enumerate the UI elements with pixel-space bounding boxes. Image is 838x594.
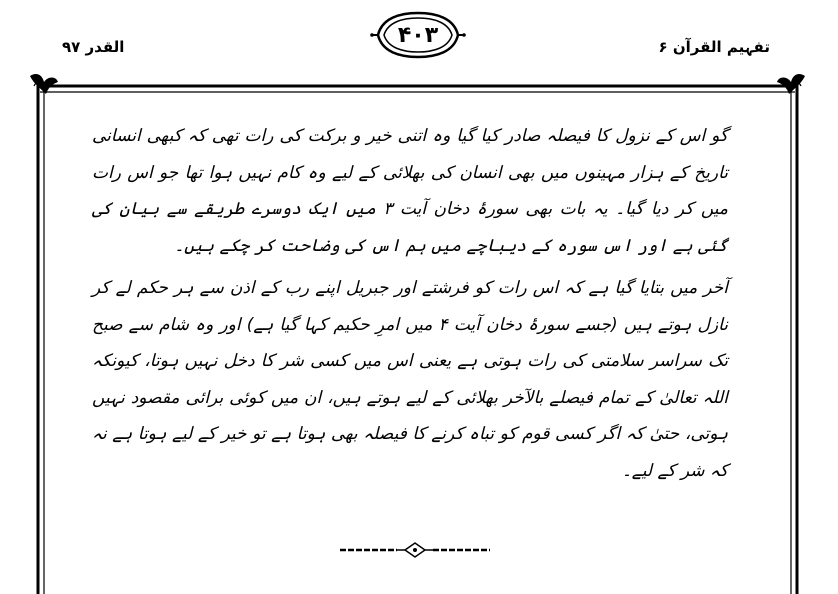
surah-running-head: القدر ۹۷ (62, 38, 125, 56)
book-running-head: تفہیم القرآن ۶ (658, 38, 770, 56)
paragraph-1: گو اس کے نزول کا فیصلہ صادر کیا گیا وہ اتنی خیر و برکت کی رات تھی کہ کبھی انسانی تاریخ کے ہزار مہینوں میں بھی انسان کی بھلائی کے لیے وہ کام نہیں ہوا تھا جو اس رات میں کر دیا گیا۔ یہ بات بھی سورۂ دخان آیت ۳ میں ایک دوسرے طریقے سے بیان کی گئی ہے اور اس سورہ کے دیباچے میں ہم اس کی وضاحت کر چکے ہیں۔ (92, 126, 729, 256)
tafsir-text-block (92, 118, 728, 489)
section-end-ornament (335, 540, 495, 560)
decorative-divider-icon (335, 540, 495, 560)
paragraph-2: آخر میں بتایا گیا ہے کہ اس رات کو فرشتے اور جبریل اپنے رب کے اذن سے ہر حکم لے کر نازل ہوتے ہیں (جسے سورۂ دخان آیت ۴ میں امرِ حکیم کہا گیا ہے) اور وہ شام سے صبح تک سراسر سلامتی کی رات ہوتی ہے یعنی اس میں کسی شر کا دخل نہیں ہوتا، کیونکہ اللہ تعالیٰ کے تمام فیصلے بالآخر بھلائی کے لیے ہوتے ہیں، ان میں کوئی برائی مقصود نہیں ہوتی، حتیٰ کہ اگر کسی قوم کو تباہ کرنے کا فیصلہ بھی ہوتا ہے تو خیر کے لیے ہوتا ہے نہ کہ شر کے لیے۔ (92, 278, 728, 481)
page-number: ۴۰۳ (397, 23, 439, 48)
page-number-badge (370, 10, 466, 60)
